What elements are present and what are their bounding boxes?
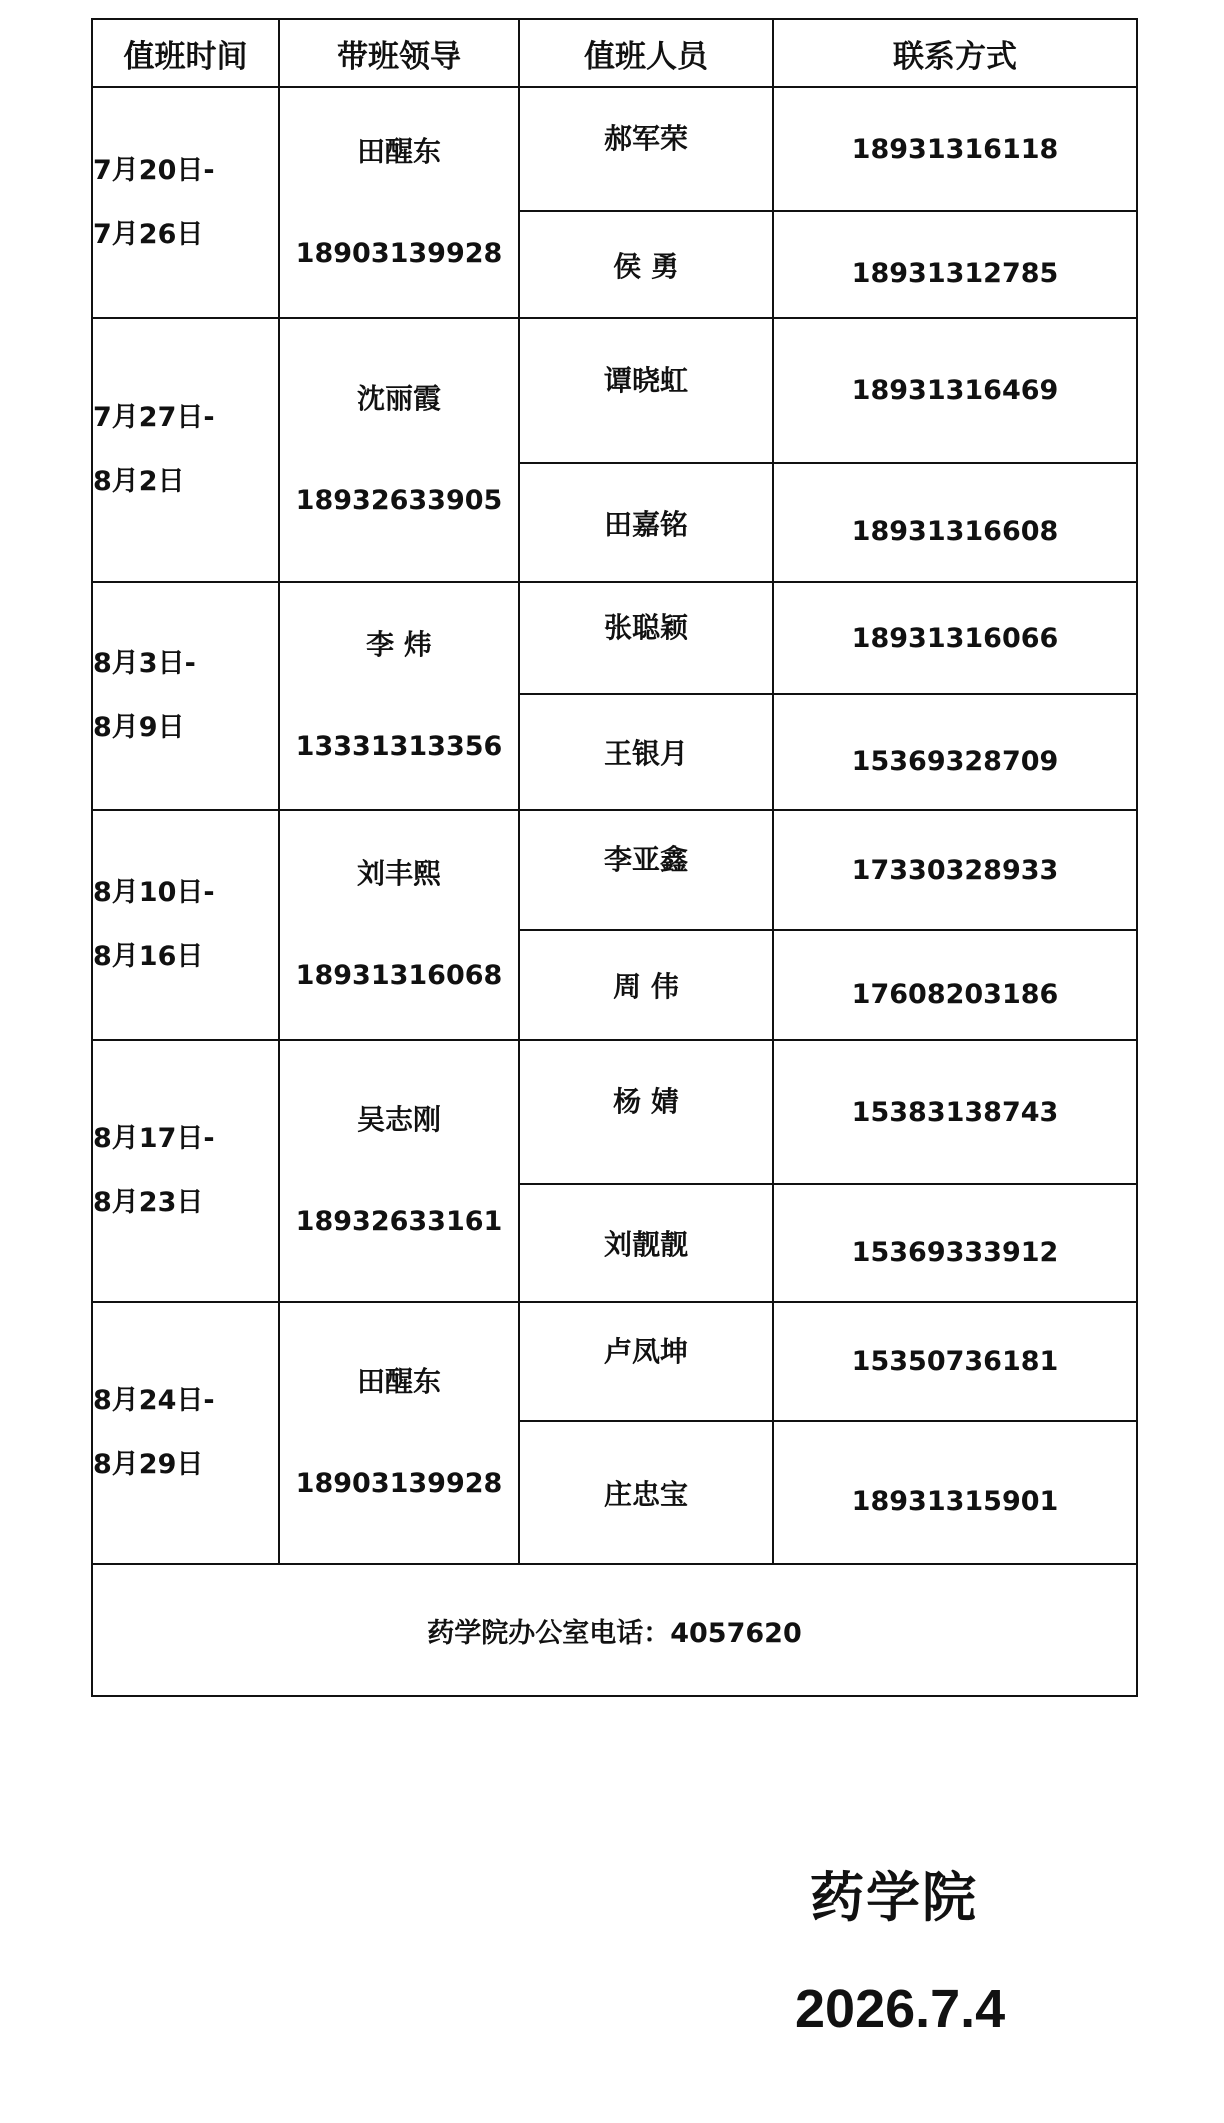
- staff-name: 杨 婧: [519, 1040, 773, 1184]
- header-duty-time: 值班时间: [92, 19, 279, 87]
- duty-date-range: [92, 318, 279, 582]
- leader-phone: 18932633161: [295, 1206, 503, 1237]
- leader-name: 沈丽霞: [356, 382, 441, 415]
- staff-name: 王银月: [519, 694, 773, 810]
- leader-cell: [279, 87, 519, 318]
- staff-name: 张聪颖: [519, 582, 773, 694]
- date-start: 8月10日-: [93, 877, 215, 908]
- table-row: [92, 810, 1137, 930]
- header-contact: 联系方式: [773, 19, 1137, 87]
- leader-phone: 13331313356: [295, 731, 503, 762]
- footer-row: [92, 1564, 1137, 1696]
- staff-name: 庄忠宝: [519, 1421, 773, 1564]
- date-end: 8月9日: [93, 712, 185, 743]
- leader-phone: 18903139928: [295, 1468, 503, 1499]
- staff-phone: 18931312785: [773, 211, 1137, 318]
- date-start: 7月20日-: [93, 154, 215, 186]
- duty-date-range: [92, 582, 279, 810]
- duty-schedule-table: [91, 18, 1138, 1697]
- staff-phone: 18931315901: [773, 1421, 1137, 1564]
- date-end: 8月2日: [93, 466, 185, 497]
- staff-name: 谭晓虹: [519, 318, 773, 463]
- staff-phone: 15383138743: [773, 1040, 1137, 1184]
- staff-phone: 15369333912: [773, 1184, 1137, 1302]
- table-header-row: [92, 19, 1137, 87]
- leader-cell: [279, 582, 519, 810]
- staff-name: 周 伟: [519, 930, 773, 1040]
- table-row: [92, 582, 1137, 694]
- leader-cell: [279, 318, 519, 582]
- staff-name: 侯 勇: [519, 211, 773, 318]
- table-row: [92, 318, 1137, 463]
- signature-org: 药学院: [810, 1866, 978, 1929]
- staff-phone: 18931316066: [773, 582, 1137, 694]
- leader-name: 刘丰熙: [356, 857, 441, 890]
- signature-date: 2026.7.4: [795, 1979, 1006, 2039]
- duty-date-range: [92, 87, 279, 318]
- staff-phone: 18931316608: [773, 463, 1137, 582]
- duty-date-range: [92, 1302, 279, 1564]
- leader-cell: [279, 1040, 519, 1302]
- staff-phone: 17608203186: [773, 930, 1137, 1040]
- table-row: [92, 1302, 1137, 1421]
- leader-cell: [279, 810, 519, 1040]
- date-start: 8月17日-: [93, 1123, 215, 1154]
- staff-phone: 18931316118: [773, 87, 1137, 211]
- leader-name: 吴志刚: [356, 1103, 441, 1136]
- staff-phone: 15350736181: [773, 1302, 1137, 1421]
- staff-name: 刘靓靓: [519, 1184, 773, 1302]
- staff-name: 李亚鑫: [519, 810, 773, 930]
- date-end: 7月26日: [93, 218, 204, 250]
- staff-phone: 15369328709: [773, 694, 1137, 810]
- leader-name: 李 炜: [366, 628, 432, 661]
- table-row: [92, 1040, 1137, 1184]
- duty-date-range: [92, 810, 279, 1040]
- date-start: 8月24日-: [93, 1385, 215, 1416]
- staff-name: 卢凤坤: [519, 1302, 773, 1421]
- staff-name: 田嘉铭: [519, 463, 773, 582]
- date-end: 8月29日: [93, 1449, 204, 1480]
- date-start: 8月3日-: [93, 648, 196, 679]
- leader-name: 田醒东: [356, 1365, 441, 1398]
- date-end: 8月23日: [93, 1187, 204, 1218]
- staff-name: 郝军荣: [519, 87, 773, 211]
- duty-date-range: [92, 1040, 279, 1302]
- header-duty-staff: 值班人员: [519, 19, 773, 87]
- leader-phone: 18932633905: [295, 485, 503, 516]
- table-row: [92, 87, 1137, 211]
- header-leader: 带班领导: [279, 19, 519, 87]
- leader-phone: 18931316068: [295, 960, 503, 991]
- leader-name: 田醒东: [356, 134, 441, 168]
- staff-phone: 18931316469: [773, 318, 1137, 463]
- staff-phone: 17330328933: [773, 810, 1137, 930]
- date-end: 8月16日: [93, 941, 204, 972]
- office-phone: 药学院办公室电话：4057620: [92, 1564, 1137, 1696]
- date-start: 7月27日-: [93, 402, 215, 433]
- leader-phone: 18903139928: [295, 237, 503, 269]
- leader-cell: [279, 1302, 519, 1564]
